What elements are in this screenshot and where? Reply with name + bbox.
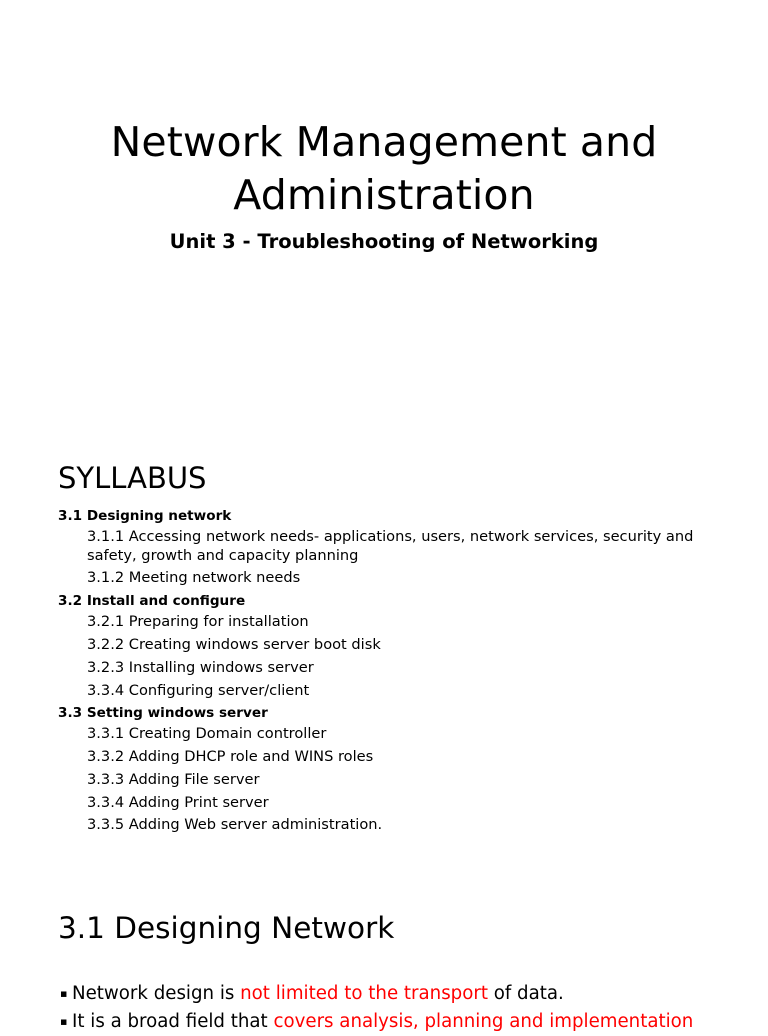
syllabus-item: 3.3.1 Creating Domain controller	[87, 725, 327, 743]
syllabus-heading: SYLLABUS	[58, 461, 207, 495]
presentation-subtitle: Unit 3 - Troubleshooting of Networking	[169, 230, 599, 253]
bullet-list	[60, 980, 760, 1036]
syllabus-item: 3.3.3 Adding File server	[87, 770, 260, 788]
syllabus-item: 3.3.2 Adding DHCP role and WINS roles	[87, 748, 374, 766]
bullet-text: It is a broad field that	[72, 1011, 274, 1032]
bullet-item	[60, 1008, 760, 1036]
syllabus-list	[58, 507, 708, 839]
syllabus-item: 3.2.3 Installing windows server	[87, 658, 314, 676]
title-line-2: Administration	[233, 171, 535, 219]
syllabus-item: 3.2.2 Creating windows server boot disk	[87, 635, 381, 653]
syllabus-item: 3.3.4 Adding Print server	[87, 793, 269, 811]
syllabus-item: 3.1.2 Meeting network needs	[87, 569, 301, 587]
bullet-highlight: not limited to the transport	[240, 983, 488, 1004]
syllabus-item: 3.1.1 Accessing network needs- applications, users, network services, security and	[87, 528, 694, 545]
bullet-text: of data.	[487, 983, 564, 1004]
title-slide	[0, 0, 768, 420]
syllabus-item-continuation: safety, growth and capacity planning	[87, 546, 359, 564]
section-heading: 3.2 Install and configure	[58, 593, 246, 610]
syllabus-slide	[0, 440, 768, 880]
square-bullet-icon: ▪	[60, 1015, 68, 1028]
section-title: 3.1 Designing Network	[58, 911, 395, 945]
presentation-title	[0, 116, 768, 222]
bullet-text: Network design is	[72, 983, 241, 1004]
designing-network-slide	[0, 888, 768, 1032]
syllabus-item: 3.3.4 Configuring server/client	[87, 681, 310, 699]
section-heading: 3.1 Designing network	[58, 508, 232, 524]
title-line-1: Network Management and	[110, 118, 658, 166]
bullet-item	[60, 980, 760, 1008]
section-heading: 3.3 Setting windows server	[58, 705, 268, 722]
syllabus-item: 3.3.5 Adding Web server administration.	[87, 816, 383, 834]
square-bullet-icon: ▪	[60, 987, 68, 1000]
syllabus-item: 3.2.1 Preparing for installation	[87, 613, 309, 631]
bullet-highlight: covers analysis, planning and implementation	[273, 1011, 694, 1032]
